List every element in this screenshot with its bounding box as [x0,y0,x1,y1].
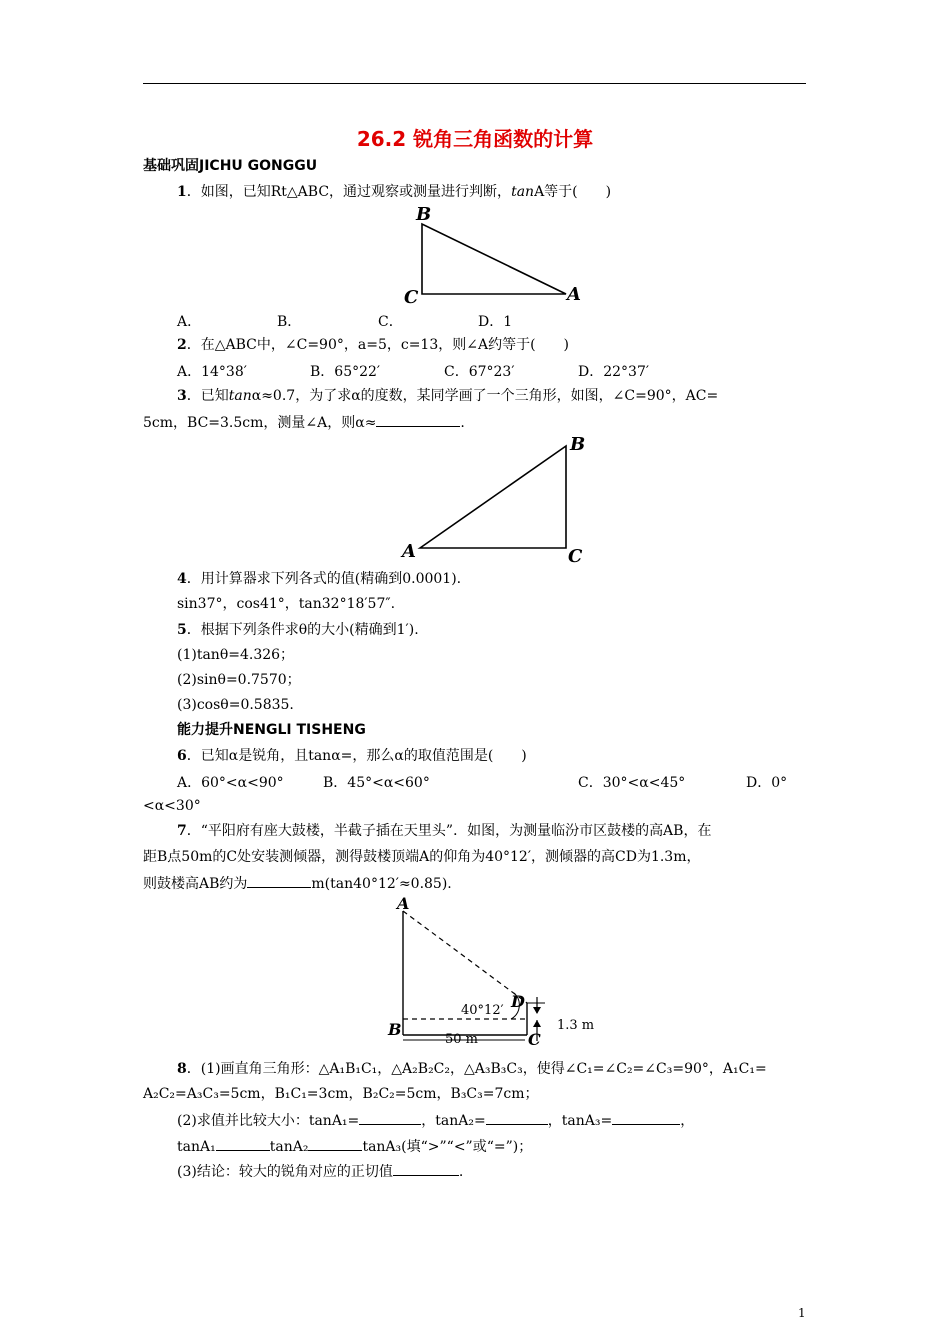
answer-blank[interactable] [247,873,311,888]
q2-option-b: B．65°22′ [310,364,381,380]
angle-label: 40°12′ [461,1003,504,1018]
question-number: 5 [177,622,187,638]
question-text: ．用计算器求下列各式的值(精确到0.0001). [186,571,462,587]
q6-option-c: C．30°<α<45° [578,775,686,791]
question-text: ，tanA₃= [547,1113,613,1129]
arrow-head-bottom [533,1020,541,1027]
label-a: A [397,894,410,913]
function-name: tan [511,184,535,200]
vertex-label-c: C [568,546,583,567]
question-text: tanA₂ [269,1139,309,1155]
question-7-line-2: 距B点50m的C处安装测倾器，测得鼓楼顶端A的仰角为40°12′，测倾器的高CD为1.3m， [143,849,701,865]
answer-blank[interactable] [486,1110,548,1125]
question-8-line-5 [177,1161,463,1181]
triangle-shape [420,446,566,548]
answer-blank[interactable] [216,1136,270,1151]
height-label: 1.3 m [557,1018,595,1033]
vertex-label-c: C [404,287,419,308]
q5-item-2: (2)sinθ=0.7570； [177,672,301,688]
question-4 [177,570,461,588]
q2-option-a: A．14°38′ [177,364,247,380]
question-7 [177,822,711,840]
question-number: 1 [177,184,187,200]
question-text: 则鼓楼高AB约为 [143,876,248,892]
q6-option-d-cont: <α<30° [143,798,201,814]
question-3 [177,387,718,405]
answer-blank[interactable] [376,412,460,427]
question-8-line-3 [177,1110,694,1130]
answer-blank[interactable] [393,1161,459,1176]
figure-triangle-1 [400,200,590,310]
question-text: (3)结论：较大的锐角对应的正切值 [177,1164,393,1180]
question-text-cont: α≈0.7，为了求α的度数，某同学画了一个三角形，如图，∠C=90°，AC= [251,388,719,404]
label-d: D [511,992,525,1011]
figure-triangle-3 [400,430,600,570]
q6-option-a: A．60°<α<90° [177,775,284,791]
q2-option-c: C．67°23′ [444,364,515,380]
answer-blank[interactable] [612,1110,680,1125]
question-text: ．已知 [186,388,229,404]
question-text: (2)求值并比较大小：tanA₁= [177,1113,360,1129]
question-text: ．(1)画直角三角形：△A₁B₁C₁，△A₂B₂C₂，△A₃B₃C₃，使得∠C₁=∠C₂=∠C₃=90°，A₁C₁= [186,1061,767,1077]
question-number: 4 [177,571,187,587]
question-number: 2 [177,337,187,353]
q1-option-a: A． [177,314,202,330]
arrow-head-top [533,1007,541,1014]
q5-item-3: (3)cosθ=0.5835. [177,697,294,713]
question-5 [177,621,419,639]
page-number: 1 [798,1306,806,1320]
question-8-line-4 [177,1136,532,1156]
q1-option-c: C． [378,314,403,330]
vertex-label-b: B [570,434,586,455]
question-number: 7 [177,823,187,839]
question-text: ．已知α是锐角，且tanα=，那么α的取值范围是( ) [186,748,527,764]
q2-option-d: D．22°37′ [578,364,650,380]
punctuation: ， [680,1113,695,1129]
question-text: tanA₃(填“>”“<”或“=”)； [362,1139,533,1155]
question-7-line-3 [143,873,452,893]
question-text: ．“平阳府有座大鼓楼，半截子插在天里头”．如图，为测量临汾市区鼓楼的高AB，在 [186,823,712,839]
section-heading-basic: 基础巩固JICHU GONGGU [143,158,318,174]
triangle-shape [422,224,566,294]
q6-option-d: D．0° [746,775,788,791]
question-2 [177,336,569,354]
q5-item-1: (1)tanθ=4.326； [177,647,295,663]
question-text: ．在△ABC中，∠C=90°，a=5，c=13，则∠A约等于( ) [186,337,570,353]
question-8-line-2: A₂C₂=A₃C₃=5cm，B₁C₁=3cm，B₂C₂=5cm，B₃C₃=7cm； [143,1086,539,1102]
question-text-end: m(tan40°12′≈0.85). [311,876,452,892]
question-text: tanA₁ [177,1139,216,1155]
vertex-label-b: B [416,204,432,225]
label-b: B [388,1020,402,1039]
question-1 [177,183,611,201]
vertex-label-a: A [567,284,581,305]
question-text: 5cm，BC=3.5cm，测量∠A，则α≈ [143,415,377,431]
label-c: C [528,1030,541,1049]
question-text: ．如图，已知Rt△ABC，通过观察或测量进行判断， [186,184,512,200]
period: . [458,1164,464,1180]
period: . [460,415,465,431]
function-name: tan [228,388,252,404]
q6-option-b: B．45°<α<60° [323,775,430,791]
question-4-expressions: sin37°，cos41°，tan32°18′57″. [177,596,396,612]
distance-label: 50 m [445,1032,479,1047]
question-8 [177,1060,767,1078]
question-6 [177,747,527,765]
page-title: 26.2 锐角三角函数的计算 [356,127,594,151]
vertex-label-a: A [402,541,416,562]
q1-option-b: B． [277,314,302,330]
answer-blank[interactable] [308,1136,362,1151]
question-number: 6 [177,748,187,764]
question-number: 8 [177,1061,187,1077]
question-3-line-2 [143,412,465,432]
answer-blank[interactable] [359,1110,421,1125]
question-text-end: A等于( ) [534,184,612,200]
sight-line [403,911,527,1003]
figure-drum-tower [385,894,615,1049]
section-heading-advanced: 能力提升NENGLI TISHENG [177,722,366,738]
header-rule [143,83,806,84]
question-text: ，tanA₂= [421,1113,486,1129]
question-number: 3 [177,388,187,404]
question-text: ．根据下列条件求θ的大小(精确到1′). [186,622,419,638]
q1-option-d: D．1 [478,314,513,330]
